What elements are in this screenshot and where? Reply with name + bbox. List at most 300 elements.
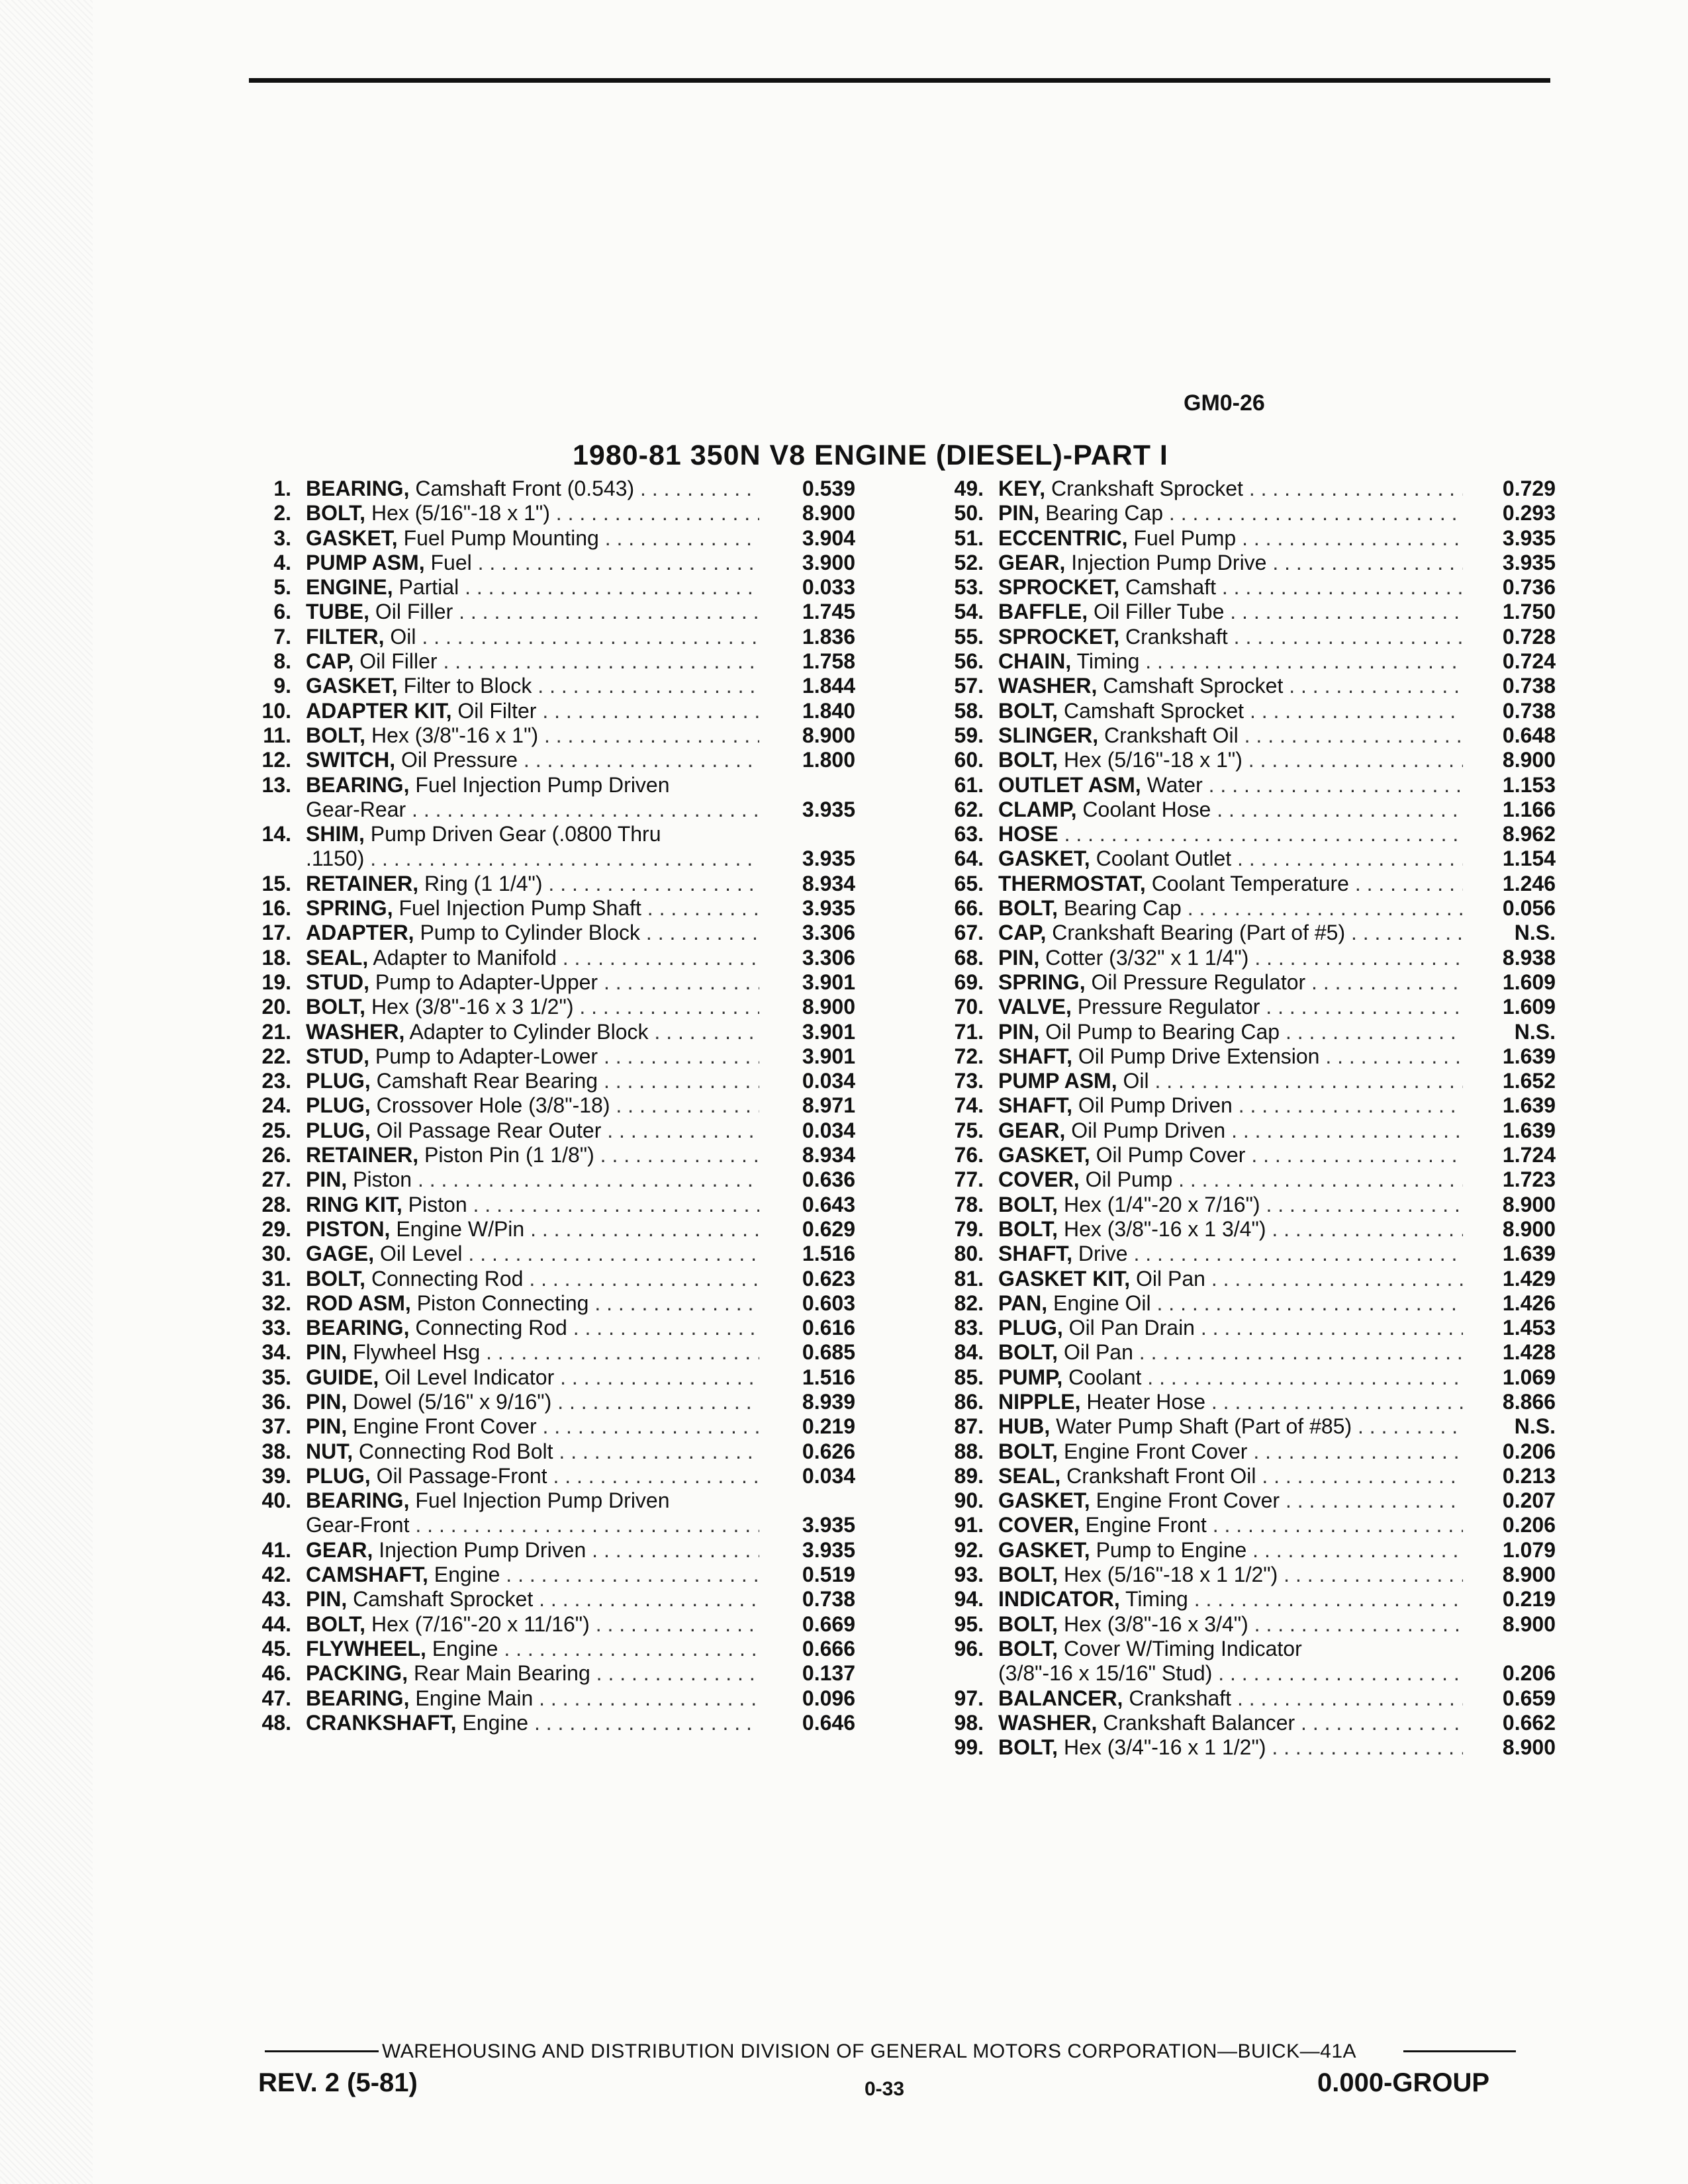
group-number: 1.639 bbox=[1502, 1093, 1556, 1118]
part-number: 89. bbox=[954, 1463, 984, 1488]
part-name: PUMP ASM, bbox=[306, 550, 425, 574]
scanned-page-edge bbox=[0, 0, 93, 2184]
part-description bbox=[998, 1316, 1463, 1340]
part-description bbox=[306, 1513, 759, 1537]
part-detail: Timing bbox=[1125, 1587, 1188, 1612]
part-name: BOLT, bbox=[306, 995, 366, 1019]
part-name: BOLT, bbox=[998, 1735, 1058, 1760]
part-number: 27. bbox=[261, 1167, 291, 1192]
part-number: 15. bbox=[261, 871, 291, 895]
part-name: PLUG, bbox=[306, 1463, 371, 1488]
group-number: 8.866 bbox=[1502, 1389, 1556, 1414]
part-description bbox=[306, 1167, 759, 1192]
group-number: 0.616 bbox=[802, 1316, 855, 1340]
part-row bbox=[238, 674, 861, 698]
part-name: VALVE, bbox=[998, 995, 1072, 1019]
part-detail: Engine Main bbox=[415, 1686, 534, 1710]
part-description bbox=[306, 1143, 759, 1167]
part-number: 79. bbox=[954, 1216, 984, 1241]
part-row bbox=[920, 551, 1556, 575]
part-description bbox=[998, 1587, 1463, 1612]
part-row bbox=[238, 1167, 861, 1192]
part-row bbox=[238, 970, 861, 995]
part-name: FILTER, bbox=[306, 624, 385, 649]
part-detail: Pump to Engine bbox=[1096, 1537, 1247, 1562]
part-row bbox=[238, 797, 861, 822]
group-number: 3.306 bbox=[802, 945, 855, 970]
part-number: 71. bbox=[954, 1019, 984, 1044]
part-name: STUD, bbox=[306, 1044, 369, 1068]
part-number: 64. bbox=[954, 846, 984, 871]
part-description bbox=[998, 1612, 1463, 1637]
group-number: 1.426 bbox=[1502, 1291, 1556, 1315]
part-description bbox=[998, 1563, 1463, 1587]
part-detail: Camshaft Front (0.543) bbox=[415, 477, 635, 500]
part-name: SEAL, bbox=[306, 945, 369, 970]
part-name: PIN, bbox=[306, 1587, 348, 1612]
part-description bbox=[998, 970, 1463, 995]
part-number: 36. bbox=[261, 1389, 291, 1414]
group-number: 3.935 bbox=[802, 1513, 855, 1537]
part-detail: Hex (3/8"-16 x 1") bbox=[371, 723, 539, 747]
part-description bbox=[306, 1637, 759, 1661]
part-number: 91. bbox=[954, 1513, 984, 1537]
part-description bbox=[306, 625, 759, 649]
part-detail: (3/8"-16 x 15/16" Stud) bbox=[998, 1661, 1213, 1686]
part-detail: Camshaft Rear Bearing bbox=[376, 1069, 598, 1093]
group-number: 1.844 bbox=[802, 674, 855, 698]
group-number: 8.962 bbox=[1502, 822, 1556, 846]
group-number: 0.213 bbox=[1502, 1463, 1556, 1488]
part-number: 43. bbox=[261, 1587, 291, 1612]
part-description bbox=[306, 1414, 759, 1439]
part-row bbox=[238, 1686, 861, 1711]
group-number: 1.639 bbox=[1502, 1242, 1556, 1266]
part-name: TUBE, bbox=[306, 600, 369, 624]
part-description bbox=[998, 1513, 1463, 1537]
group-number: 8.900 bbox=[1502, 1216, 1556, 1241]
part-detail: Oil Passage-Front bbox=[376, 1463, 547, 1488]
part-number: 21. bbox=[261, 1019, 291, 1044]
part-description bbox=[306, 1316, 759, 1340]
part-name: BOLT, bbox=[306, 501, 366, 525]
group-number: 0.728 bbox=[1502, 624, 1556, 649]
part-description bbox=[998, 1291, 1463, 1316]
part-row bbox=[238, 1340, 861, 1365]
part-description bbox=[306, 501, 759, 525]
group-number: 0.519 bbox=[802, 1563, 855, 1587]
part-description bbox=[998, 1735, 1463, 1760]
part-name: GASKET, bbox=[306, 674, 398, 698]
part-detail: Cover W/Timing Indicator bbox=[1063, 1636, 1302, 1661]
part-number: 83. bbox=[954, 1316, 984, 1340]
group-number: 3.935 bbox=[802, 797, 855, 821]
part-description bbox=[998, 946, 1463, 970]
part-number: 35. bbox=[261, 1365, 291, 1389]
part-description bbox=[998, 1390, 1463, 1414]
part-number: 81. bbox=[954, 1266, 984, 1291]
part-detail: Oil Filler bbox=[375, 600, 453, 624]
part-detail: Oil Pump bbox=[1085, 1167, 1173, 1192]
group-number: 1.246 bbox=[1502, 871, 1556, 895]
part-row bbox=[238, 649, 861, 674]
catalog-code: GM0-26 bbox=[1184, 390, 1265, 416]
part-row bbox=[920, 1538, 1556, 1563]
part-row bbox=[238, 1439, 861, 1464]
part-number: 95. bbox=[954, 1612, 984, 1636]
parts-list-left-column bbox=[238, 477, 861, 1735]
part-description bbox=[998, 748, 1463, 772]
part-number: 80. bbox=[954, 1242, 984, 1266]
part-name: CHAIN, bbox=[998, 649, 1072, 674]
part-name: ADAPTER KIT, bbox=[306, 698, 452, 723]
part-row bbox=[920, 1020, 1556, 1044]
part-name: GASKET KIT, bbox=[998, 1266, 1131, 1291]
part-name: PLUG, bbox=[306, 1093, 371, 1118]
part-row bbox=[238, 1217, 861, 1242]
part-name: OUTLET ASM, bbox=[998, 772, 1141, 797]
part-detail: Timing bbox=[1076, 649, 1140, 674]
part-description bbox=[306, 872, 759, 896]
part-description bbox=[998, 822, 1463, 846]
part-detail: Fuel Injection Pump Shaft bbox=[399, 896, 641, 921]
part-number: 94. bbox=[954, 1587, 984, 1612]
group-number: 0.206 bbox=[1502, 1513, 1556, 1537]
part-description bbox=[998, 625, 1463, 649]
group-number: 8.934 bbox=[802, 871, 855, 895]
part-description bbox=[998, 1686, 1463, 1711]
part-row bbox=[920, 625, 1556, 649]
part-name: GAGE, bbox=[306, 1242, 375, 1266]
part-detail: .1150) bbox=[306, 846, 365, 871]
part-detail: Crankshaft Balancer bbox=[1103, 1710, 1295, 1735]
part-name: BOLT, bbox=[998, 1563, 1058, 1587]
part-detail: Hex (3/8"-16 x 1 3/4") bbox=[1063, 1216, 1266, 1241]
group-number: 0.206 bbox=[1502, 1661, 1556, 1686]
part-detail: Hex (7/16"-20 x 11/16") bbox=[371, 1612, 590, 1636]
part-name: BEARING, bbox=[306, 772, 410, 797]
part-name: GASKET, bbox=[998, 1143, 1090, 1167]
part-description bbox=[998, 1414, 1463, 1439]
part-number: 62. bbox=[954, 797, 984, 821]
part-name: GEAR, bbox=[306, 1537, 373, 1562]
group-number: 3.935 bbox=[802, 1537, 855, 1562]
part-detail: Engine Oil bbox=[1053, 1291, 1151, 1315]
part-name: SWITCH, bbox=[306, 748, 396, 772]
part-number: 44. bbox=[261, 1612, 291, 1636]
part-row bbox=[238, 1711, 861, 1735]
part-description bbox=[998, 649, 1463, 674]
part-number: 88. bbox=[954, 1439, 984, 1463]
part-detail: Engine bbox=[434, 1563, 500, 1587]
group-number: 0.096 bbox=[802, 1686, 855, 1710]
part-name: SPRING, bbox=[998, 970, 1086, 994]
part-row bbox=[920, 1217, 1556, 1242]
revision-label: REV. 2 (5-81) bbox=[258, 2068, 418, 2097]
part-name: SPROCKET, bbox=[998, 624, 1120, 649]
part-number: 4. bbox=[273, 550, 291, 574]
part-description bbox=[306, 674, 759, 698]
part-name: PIN, bbox=[306, 1340, 348, 1365]
part-name: WASHER, bbox=[998, 1710, 1098, 1735]
part-name: BEARING, bbox=[306, 1316, 410, 1340]
part-number: 56. bbox=[954, 649, 984, 674]
part-name: PUMP, bbox=[998, 1365, 1063, 1389]
part-number: 42. bbox=[261, 1563, 291, 1587]
group-number: 8.900 bbox=[1502, 1192, 1556, 1216]
group-number: 3.935 bbox=[1502, 525, 1556, 550]
part-name: FLYWHEEL, bbox=[306, 1636, 426, 1661]
part-description bbox=[306, 773, 759, 797]
part-row bbox=[920, 896, 1556, 921]
part-description bbox=[306, 1217, 759, 1242]
part-detail: Engine W/Pin bbox=[396, 1216, 525, 1241]
part-description bbox=[306, 723, 759, 748]
part-detail: Oil Pump Driven bbox=[1078, 1093, 1233, 1118]
part-number: 73. bbox=[954, 1069, 984, 1093]
group-number: 0.033 bbox=[802, 575, 855, 600]
group-number: 8.971 bbox=[802, 1093, 855, 1118]
part-number: 30. bbox=[261, 1242, 291, 1266]
part-row bbox=[920, 1242, 1556, 1266]
part-row bbox=[238, 1637, 861, 1661]
part-row bbox=[238, 995, 861, 1019]
part-description bbox=[998, 1637, 1463, 1661]
part-name: BOLT, bbox=[998, 1439, 1058, 1463]
part-number: 45. bbox=[261, 1636, 291, 1661]
part-number: 92. bbox=[954, 1537, 984, 1562]
part-row bbox=[238, 1020, 861, 1044]
part-detail: Oil Pump Driven bbox=[1071, 1118, 1226, 1142]
part-number: 8. bbox=[273, 649, 291, 674]
part-description bbox=[306, 797, 759, 822]
part-number: 57. bbox=[954, 674, 984, 698]
part-description bbox=[306, 575, 759, 600]
part-number: 51. bbox=[954, 525, 984, 550]
part-row bbox=[920, 674, 1556, 698]
part-name: BALANCER, bbox=[998, 1686, 1123, 1710]
part-row bbox=[920, 1291, 1556, 1316]
part-row bbox=[920, 1513, 1556, 1537]
part-name: BAFFLE, bbox=[998, 600, 1088, 624]
part-detail: Camshaft bbox=[1125, 575, 1216, 600]
part-description bbox=[998, 1464, 1463, 1488]
part-description bbox=[306, 822, 759, 846]
group-number: 0.729 bbox=[1502, 477, 1556, 500]
part-number: 86. bbox=[954, 1389, 984, 1414]
part-detail: Coolant bbox=[1068, 1365, 1142, 1389]
part-name: GEAR, bbox=[998, 550, 1066, 574]
part-detail: Bearing Cap bbox=[1063, 896, 1182, 921]
part-name: ROD ASM, bbox=[306, 1291, 411, 1315]
part-detail: Coolant Temperature bbox=[1151, 871, 1349, 895]
part-number: 10. bbox=[261, 698, 291, 723]
part-name: SHAFT, bbox=[998, 1044, 1072, 1068]
part-detail: Camshaft Sprocket bbox=[1063, 698, 1244, 723]
part-number: 68. bbox=[954, 945, 984, 970]
group-number: 0.034 bbox=[802, 1069, 855, 1093]
part-number: 38. bbox=[261, 1439, 291, 1463]
group-number: 0.626 bbox=[802, 1439, 855, 1463]
part-detail: Oil Pump Cover bbox=[1096, 1143, 1246, 1167]
part-name: BOLT, bbox=[998, 1340, 1058, 1365]
page-number: 0-33 bbox=[865, 2078, 905, 2100]
part-name: PIN, bbox=[998, 501, 1040, 525]
part-name: KEY, bbox=[998, 477, 1046, 500]
part-row bbox=[920, 699, 1556, 723]
part-name: PLUG, bbox=[306, 1069, 371, 1093]
part-name: HUB, bbox=[998, 1414, 1051, 1439]
part-description bbox=[998, 1340, 1463, 1365]
group-number: 0.539 bbox=[802, 477, 855, 500]
part-name: COVER, bbox=[998, 1513, 1080, 1537]
part-description bbox=[998, 1069, 1463, 1093]
group-number: 0.738 bbox=[1502, 674, 1556, 698]
part-description bbox=[306, 896, 759, 921]
part-detail: Connecting Rod bbox=[415, 1316, 567, 1340]
part-detail: Pump to Cylinder Block bbox=[420, 921, 641, 945]
part-name: PIN, bbox=[306, 1167, 348, 1192]
part-row bbox=[238, 1093, 861, 1118]
part-detail: Oil Passage Rear Outer bbox=[376, 1118, 602, 1142]
part-name: CLAMP, bbox=[998, 797, 1077, 821]
part-detail: Injection Pump Drive bbox=[1071, 550, 1267, 574]
part-detail: Oil Pressure bbox=[400, 748, 518, 772]
part-number: 28. bbox=[261, 1192, 291, 1216]
part-detail: Oil Pan bbox=[1136, 1266, 1205, 1291]
part-detail: Camshaft Sprocket bbox=[353, 1587, 534, 1612]
part-description bbox=[998, 773, 1463, 797]
part-row bbox=[238, 1365, 861, 1390]
part-detail: Engine Front Cover bbox=[353, 1414, 537, 1439]
part-row bbox=[920, 575, 1556, 600]
group-number: 8.900 bbox=[802, 723, 855, 747]
part-description bbox=[998, 674, 1463, 698]
part-number: 3. bbox=[273, 525, 291, 550]
part-description bbox=[306, 1093, 759, 1118]
part-detail: Hex (5/16"-18 x 1 1/2") bbox=[1063, 1563, 1278, 1587]
part-detail: Piston Pin (1 1/8") bbox=[424, 1143, 594, 1167]
part-row bbox=[920, 1365, 1556, 1390]
part-detail: Hex (3/8"-16 x 3/4") bbox=[1063, 1612, 1248, 1636]
part-description bbox=[998, 477, 1463, 501]
part-name: THERMOSTAT, bbox=[998, 871, 1146, 895]
part-detail: Fuel Pump Mounting bbox=[403, 525, 599, 550]
part-row bbox=[920, 477, 1556, 501]
group-number: 1.724 bbox=[1502, 1143, 1556, 1167]
group-number: 0.724 bbox=[1502, 649, 1556, 674]
part-number: 13. bbox=[261, 772, 291, 797]
part-row bbox=[920, 1711, 1556, 1735]
part-detail: Crankshaft Oil bbox=[1104, 723, 1239, 747]
part-detail: Gear-Rear bbox=[306, 797, 406, 821]
part-name: ENGINE, bbox=[306, 575, 393, 600]
part-detail: Rear Main Bearing bbox=[413, 1661, 590, 1686]
part-name: BOLT, bbox=[998, 1612, 1058, 1636]
group-number: 8.900 bbox=[1502, 748, 1556, 772]
part-number: 18. bbox=[261, 945, 291, 970]
part-number: 16. bbox=[261, 896, 291, 921]
part-description bbox=[998, 1193, 1463, 1217]
group-number: 8.938 bbox=[1502, 945, 1556, 970]
group-number: N.S. bbox=[1514, 1019, 1556, 1044]
group-label: 0.000-GROUP bbox=[1317, 2068, 1490, 2097]
part-row bbox=[238, 872, 861, 896]
group-number: 8.900 bbox=[802, 501, 855, 525]
part-detail: Adapter to Manifold bbox=[373, 945, 557, 970]
part-detail: Oil Filter bbox=[457, 698, 537, 723]
part-name: RING KIT, bbox=[306, 1192, 402, 1216]
part-row bbox=[920, 1464, 1556, 1488]
part-row bbox=[238, 699, 861, 723]
part-number: 52. bbox=[954, 550, 984, 574]
part-description bbox=[306, 699, 759, 723]
part-detail: Oil Pan Drain bbox=[1068, 1316, 1195, 1340]
part-row bbox=[920, 1069, 1556, 1093]
group-number: 0.034 bbox=[802, 1118, 855, 1142]
part-row bbox=[238, 575, 861, 600]
part-description bbox=[306, 526, 759, 551]
part-number: 40. bbox=[261, 1488, 291, 1513]
part-detail: Hex (5/16"-18 x 1") bbox=[371, 501, 550, 525]
part-description bbox=[306, 1538, 759, 1563]
part-row bbox=[920, 1316, 1556, 1340]
part-detail: Piston Connecting bbox=[416, 1291, 589, 1315]
group-number: 3.306 bbox=[802, 921, 855, 945]
part-description bbox=[306, 1291, 759, 1316]
part-name: SHIM, bbox=[306, 822, 365, 846]
part-number: 69. bbox=[954, 970, 984, 994]
part-description bbox=[998, 846, 1463, 871]
part-number: 50. bbox=[954, 501, 984, 525]
group-number: 1.750 bbox=[1502, 600, 1556, 624]
part-description bbox=[998, 699, 1463, 723]
part-name: SLINGER, bbox=[998, 723, 1099, 747]
part-number: 75. bbox=[954, 1118, 984, 1142]
part-name: BOLT, bbox=[998, 748, 1058, 772]
group-number: 0.219 bbox=[802, 1414, 855, 1439]
part-row bbox=[920, 846, 1556, 871]
part-number: 67. bbox=[954, 921, 984, 945]
part-detail: Oil bbox=[1123, 1069, 1149, 1093]
part-detail: Pump to Adapter-Upper bbox=[375, 970, 598, 994]
part-detail: Fuel Injection Pump Driven bbox=[415, 1488, 670, 1513]
part-number: 98. bbox=[954, 1710, 984, 1735]
part-row bbox=[920, 1390, 1556, 1414]
part-detail: Connecting Rod bbox=[371, 1266, 524, 1291]
part-name: WASHER, bbox=[998, 674, 1098, 698]
part-description bbox=[306, 1488, 759, 1513]
part-detail: Oil Filler Tube bbox=[1093, 600, 1225, 624]
part-number: 96. bbox=[954, 1636, 984, 1661]
part-description bbox=[306, 846, 759, 871]
group-number: 1.723 bbox=[1502, 1167, 1556, 1192]
group-number: 0.034 bbox=[802, 1463, 855, 1488]
group-number: 1.836 bbox=[802, 624, 855, 649]
part-description bbox=[306, 551, 759, 575]
top-rule bbox=[249, 78, 1550, 83]
part-description bbox=[306, 1242, 759, 1266]
part-number: 26. bbox=[261, 1143, 291, 1167]
part-row bbox=[238, 896, 861, 921]
part-row bbox=[920, 921, 1556, 945]
part-row bbox=[920, 797, 1556, 822]
group-number: 3.935 bbox=[802, 846, 855, 871]
part-row bbox=[920, 1686, 1556, 1711]
part-description bbox=[306, 1661, 759, 1686]
part-row bbox=[920, 773, 1556, 797]
group-number: 8.900 bbox=[1502, 1612, 1556, 1636]
